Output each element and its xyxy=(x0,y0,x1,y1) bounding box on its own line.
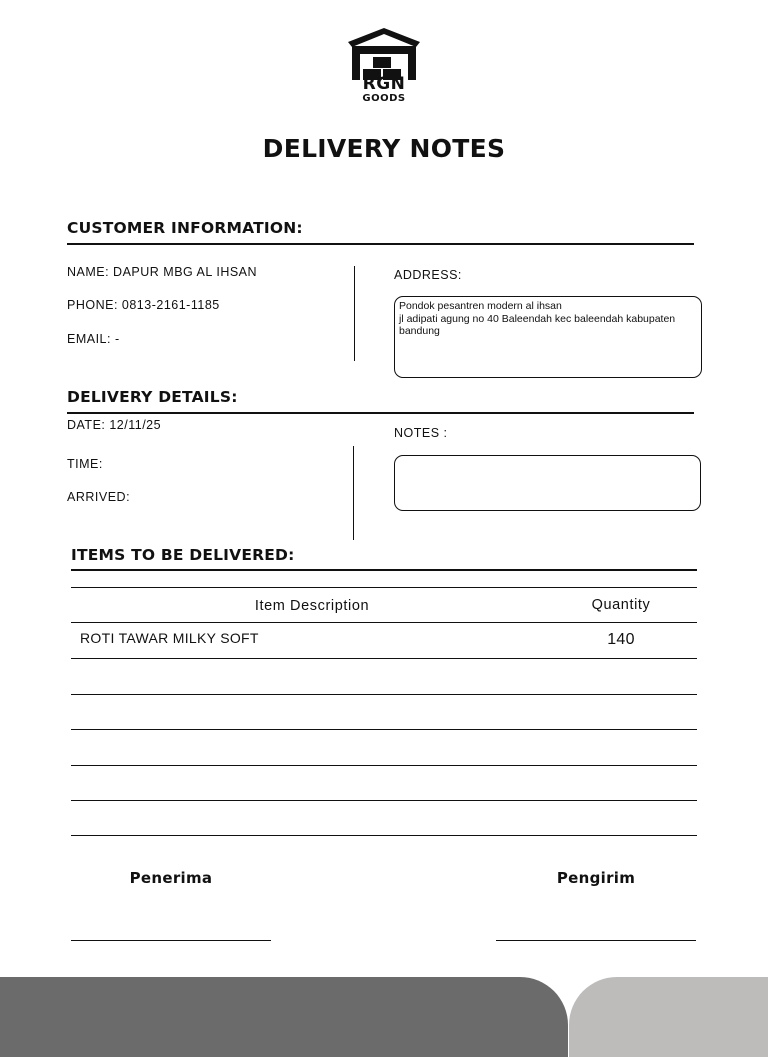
brand-subtitle: GOODS xyxy=(362,93,406,104)
notes-box xyxy=(394,455,701,511)
sender-label: Pengirim xyxy=(556,869,636,887)
notes-label: NOTES : xyxy=(394,426,448,440)
table-row-border xyxy=(71,800,697,801)
customer-info-heading: CUSTOMER INFORMATION: xyxy=(67,219,303,237)
receiver-label: Penerima xyxy=(129,869,213,887)
delivery-time: TIME: xyxy=(67,457,103,471)
customer-divider xyxy=(67,243,694,245)
table-row-border xyxy=(71,765,697,766)
items-heading: ITEMS TO BE DELIVERED: xyxy=(71,546,295,564)
column-header-description: Item Description xyxy=(254,598,370,614)
table-row-border xyxy=(71,694,697,695)
items-divider xyxy=(71,569,697,571)
sender-signature-line xyxy=(496,940,696,941)
row-quantity: 140 xyxy=(607,631,635,648)
column-header-quantity: Quantity xyxy=(591,597,651,613)
delivery-details-heading: DELIVERY DETAILS: xyxy=(67,388,238,406)
delivery-date: DATE: 12/11/25 xyxy=(67,418,162,432)
table-top-border xyxy=(71,587,697,588)
delivery-arrived: ARRIVED: xyxy=(67,490,131,504)
table-row-border xyxy=(71,835,697,836)
customer-column-divider xyxy=(354,266,355,361)
page-title: DELIVERY NOTES xyxy=(262,134,506,163)
delivery-divider xyxy=(67,412,694,414)
address-label: ADDRESS: xyxy=(394,268,462,282)
table-row-border xyxy=(71,729,697,730)
brand-name: RGN xyxy=(362,74,406,94)
delivery-column-divider xyxy=(353,446,354,540)
customer-name: NAME: DAPUR MBG AL IHSAN xyxy=(67,265,258,279)
customer-phone: PHONE: 0813-2161-1185 xyxy=(67,298,220,312)
table-row-border xyxy=(71,658,697,659)
receiver-signature-line xyxy=(71,940,271,941)
brand-logo xyxy=(340,76,428,104)
row-description: ROTI TAWAR MILKY SOFT xyxy=(80,630,259,646)
address-box: Pondok pesantren modern al ihsan jl adipati agung no 40 Baleendah kec baleendah kabupaten bandung xyxy=(394,296,702,378)
table-header-border xyxy=(71,622,697,623)
footer-dark-band xyxy=(0,977,568,1057)
footer-light-band xyxy=(569,977,768,1057)
customer-email: EMAIL: - xyxy=(67,332,120,346)
